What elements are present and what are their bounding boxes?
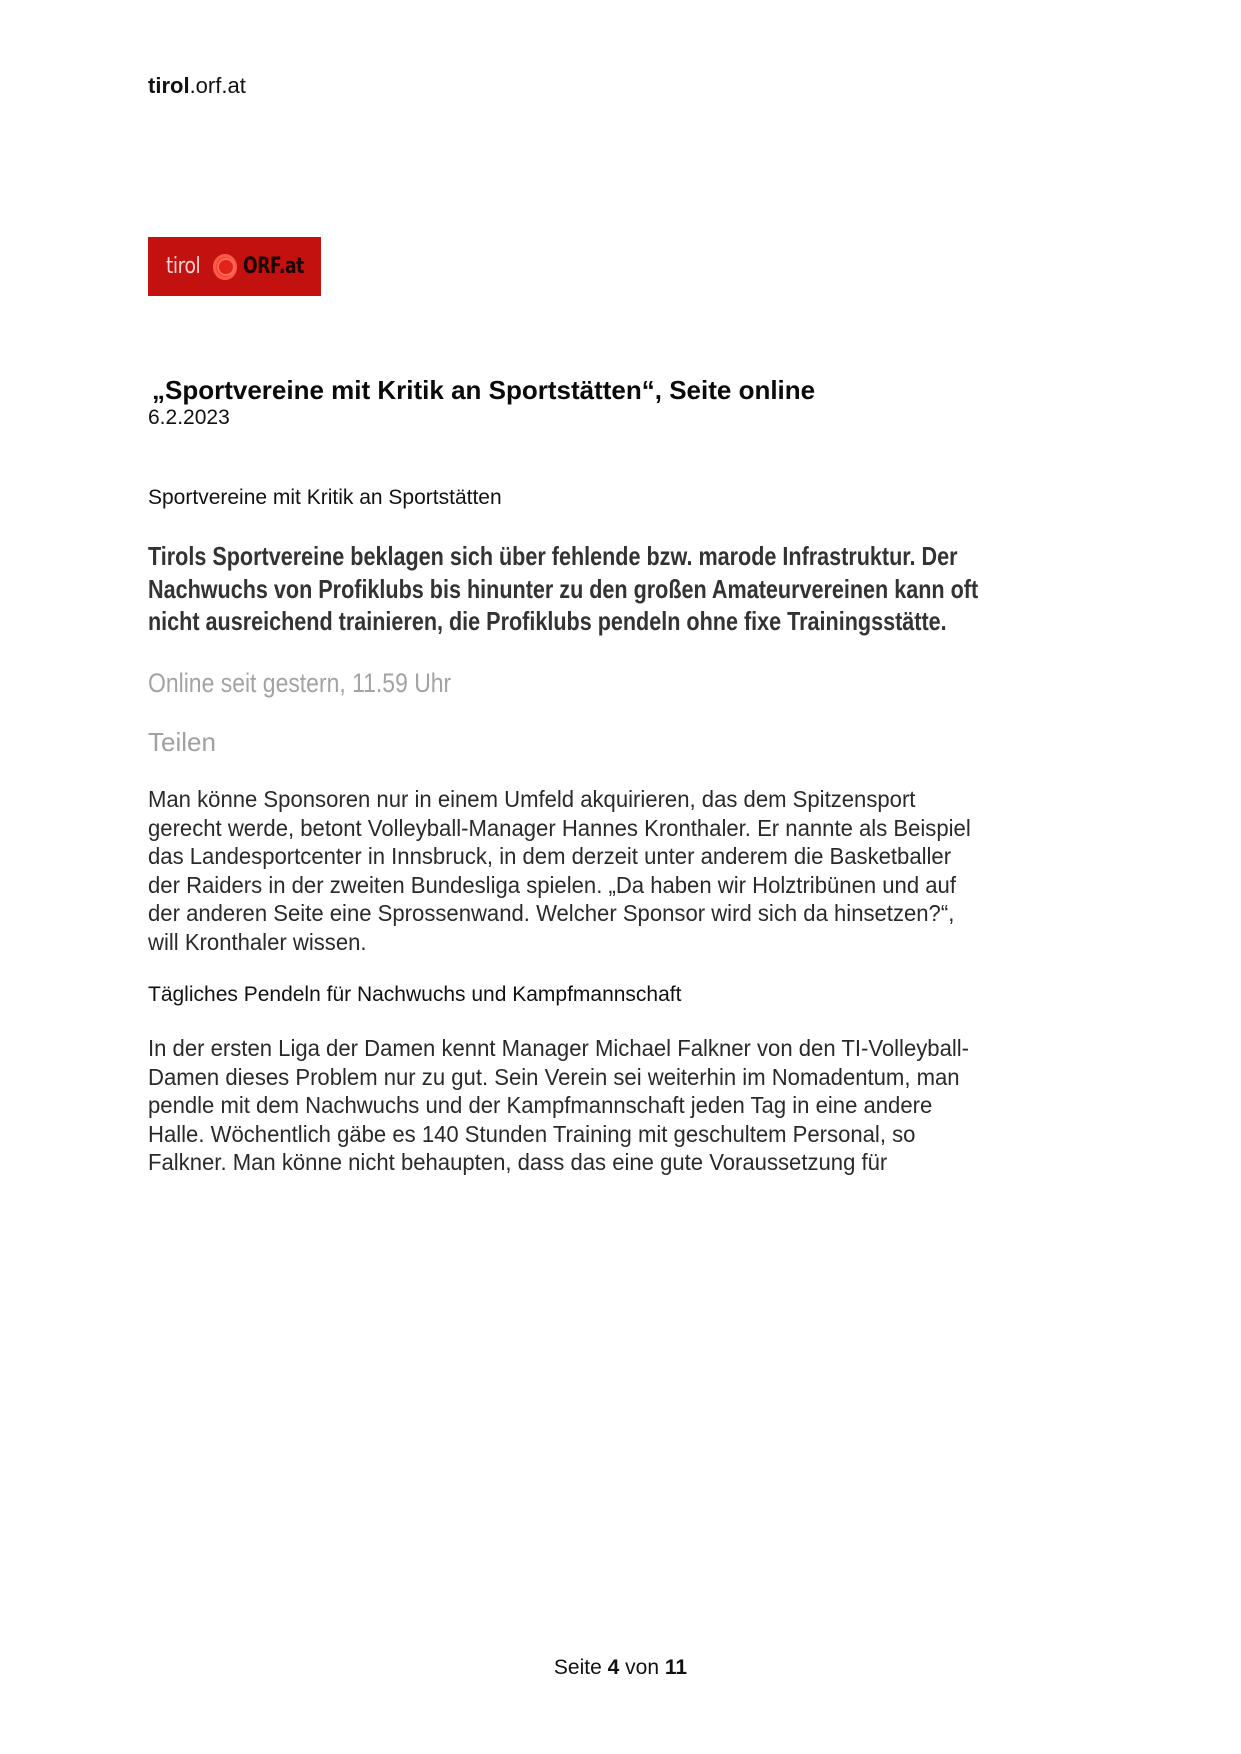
article-lead [148, 540, 1103, 638]
article-paragraph [148, 785, 1023, 957]
paragraph-line: der Raiders in der zweiten Bundesliga spielen. „Da haben wir Holztribünen und auf [148, 871, 956, 898]
paragraph-line: pendle mit dem Nachwuchs und der Kampfmannschaft jeden Tag in eine andere [148, 1092, 933, 1119]
logo-text-tirol: tirol [166, 254, 201, 279]
paragraph-line: das Landesportcenter in Innsbruck, in dem derzeit unter anderem die Basketballer [148, 843, 952, 870]
document-title: „Sportvereine mit Kritik an Sportstätten“, Seite online [152, 375, 816, 405]
publish-timestamp: Online seit gestern, 11.59 Uhr [148, 668, 452, 698]
page-prefix: Seite [553, 1656, 602, 1679]
paragraph-line: Man könne Sponsoren nur in einem Umfeld akquirieren, das dem Spitzensport [148, 786, 916, 812]
logo-text-orf: ORF.at [242, 254, 304, 279]
paragraph-line: In der ersten Liga der Damen kennt Manager Michael Falkner von den TI-Volleyball- [148, 1035, 970, 1061]
lead-line: nicht ausreichend trainieren, die Profiklubs pendeln ohne fixe Trainingsstätte. [148, 606, 947, 636]
site-header [148, 73, 246, 99]
article-subheading: Tägliches Pendeln für Nachwuchs und Kampfmannschaft [148, 983, 682, 1006]
current-page-number: 4 [607, 1656, 620, 1679]
paragraph-line: gerecht werde, betont Volleyball-Manager Hannes Kronthaler. Er nannte als Beispiel [148, 814, 971, 841]
lead-line: Tirols Sportvereine beklagen sich über fehlende bzw. marode Infrastruktur. Der [148, 541, 958, 571]
paragraph-line: will Kronthaler wissen. [148, 928, 367, 955]
site-name-bold: tirol [148, 73, 190, 98]
page-of-label: von [625, 1656, 660, 1679]
paragraph-line: Halle. Wöchentlich gäbe es 140 Stunden Training mit geschultem Personal, so [148, 1120, 916, 1147]
paragraph-line: der anderen Seite eine Sprossenwand. Welcher Sponsor wird sich da hinsetzen?“, [148, 900, 955, 927]
total-page-count: 11 [664, 1656, 688, 1679]
article-paragraph [148, 1034, 1021, 1177]
page-footer [0, 1656, 1241, 1680]
paragraph-line: Damen dieses Problem nur zu gut. Sein Verein sei weiterhin im Nomadentum, man [148, 1063, 960, 1090]
orf-ring-icon [213, 254, 237, 280]
lead-line: Nachwuchs von Profiklubs bis hinunter zu den großen Amateurvereinen kann oft [148, 573, 979, 604]
paragraph-line: Falkner. Man könne nicht behaupten, dass das eine gute Voraussetzung für [148, 1149, 888, 1176]
share-link[interactable]: Teilen [148, 727, 216, 757]
document-date: 6.2.2023 [148, 406, 230, 429]
tirol-orf-logo [148, 237, 321, 296]
article-kicker: Sportvereine mit Kritik an Sportstätten [148, 486, 502, 509]
site-name-domain: .orf.at [189, 73, 246, 98]
